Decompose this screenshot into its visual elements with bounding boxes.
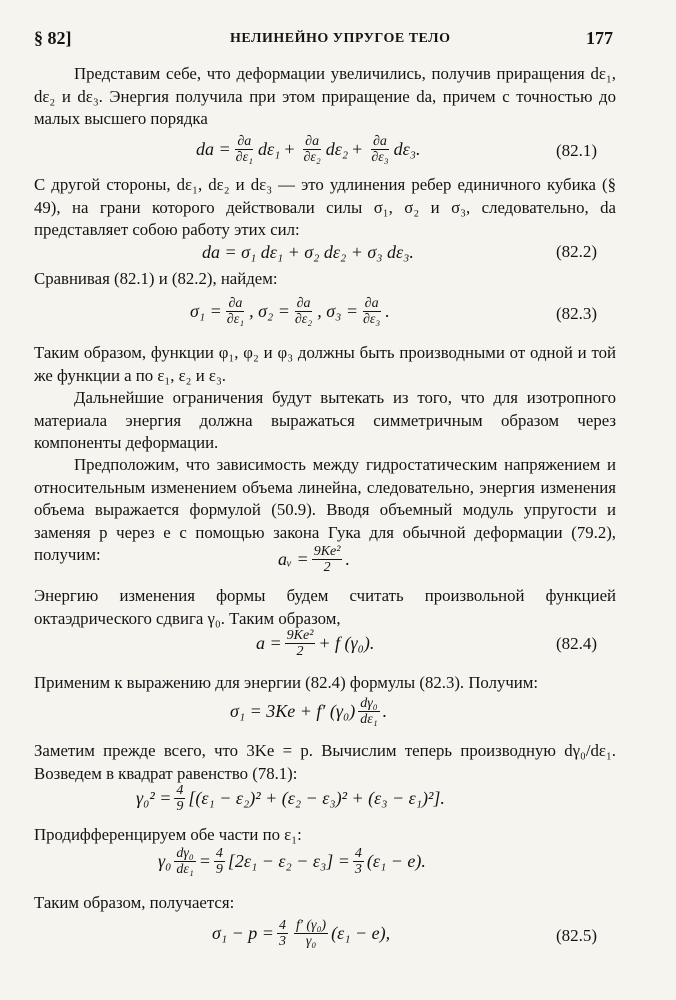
- page-number: 177: [586, 28, 613, 48]
- paragraph-10: Продифференцируем обе части по ε₁:: [34, 825, 302, 844]
- equation-derivative: γ₀ $\frac{\text{dγ₀}}{\text{dε₁}}$ = $\frac{4}{9}$ [2ε₁ − ε₂ − ε₃] = $\frac{4}{3}$ (ε₁ − e).: [158, 846, 426, 877]
- paragraph-9: Заметим прежде всего, что 3Ke = p. Вычислим теперь производную dγ₀/dε₁. Возведем в квадрат равенство (78.1):: [34, 741, 616, 783]
- paragraph-11: Таким образом, получается:: [34, 893, 235, 912]
- equation-82-4: a = $\frac{\text{9Ke²}}{2}$ + f (γ₀).: [256, 628, 375, 659]
- section-number: § 82]: [34, 28, 72, 48]
- paragraph-5: Дальнейшие ограничения будут вытекать из того, что для изотропного материала энергия должна выражаться симметричным образом через компоненты деформации.: [34, 388, 616, 453]
- paragraph-1: Представим себе, что деформации увеличились, получив приращения dε₁, dε₂ и dε₃. Энергия получила при этом приращение da, причем с точностью до малых высшего порядка: [34, 64, 616, 129]
- equation-number-82-1: (82.1): [556, 141, 598, 160]
- running-title: НЕЛИНЕЙНО УПРУГОЕ ТЕЛО: [230, 31, 451, 46]
- paragraph-8: Применим к выражению для энергии (82.4) формулы (82.3). Получим:: [34, 673, 539, 692]
- equation-82-3: σ₁ = $\frac{\partial a}{\text{∂ε₁}}$ , σ₂ = $\frac{\partial a}{\text{∂ε₂}}$ , σ₃ = $\frac{\partial a}{\text{∂ε₃}}$ .: [190, 296, 390, 327]
- paragraph-4: Таким образом, функции φ₁, φ₂ и φ₃ должны быть производными от одной и той же функции a по ε₁, ε₂ и ε₃.: [34, 343, 616, 385]
- equation-number-82-4: (82.4): [556, 634, 598, 653]
- equation-gamma-squared: γ₀² = $\frac{4}{9}$ [(ε₁ − ε₂)² + (ε₂ − ε₃)² + (ε₃ − ε₁)²].: [136, 783, 445, 814]
- paragraph-6: Предположим, что зависимость между гидростатическим напряжением и относительным изменением объема линейна, следовательно, энергия изменения объема выражается формулой (50.9). Вводя объемный модуль упругости и заменяя p через e с помощью закона Гука для обычной деформации (79.2), получим:: [34, 455, 616, 565]
- equation-number-82-3: (82.3): [556, 304, 598, 323]
- equation-number-82-2: (82.2): [556, 242, 598, 261]
- equation-82-5: σ₁ − p = $\frac{4}{3}$ $\frac{\text{f′ (γ₀)}}{\text{γ₀}}$ (ε₁ − e),: [212, 918, 391, 949]
- equation-volume-energy: aᵥ = $\frac{\text{9Ke²}}{2}$ .: [278, 544, 350, 575]
- equation-82-2: da = σ₁ dε₁ + σ₂ dε₂ + σ₃ dε₃.: [202, 242, 414, 262]
- paragraph-2: С другой стороны, dε₁, dε₂ и dε₃ — это удлинения ребер единичного кубика (§ 49), на грани которого действовали силы σ₁, σ₂ и σ₃, следовательно, da представляет собою работу этих сил:: [34, 175, 616, 240]
- paragraph-7: Энергию изменения формы будем считать произвольной функцией октаэдрического сдвига γ₀. Таким образом,: [34, 586, 616, 628]
- equation-number-82-5: (82.5): [556, 926, 598, 945]
- equation-sigma-1: σ₁ = 3Ke + f′ (γ₀) $\frac{\text{dγ₀}}{\text{dε₁}}$ .: [230, 696, 388, 727]
- paragraph-3: Сравнивая (82.1) и (82.2), найдем:: [34, 269, 278, 288]
- equation-82-1: da = $\frac{\partial a}{\text{∂ε₁}}$ dε₁ + $\frac{\partial a}{\text{∂ε₂}}$ dε₂ + $\frac{\partial a}{\text{∂ε₃}}$ dε₃.: [196, 134, 421, 165]
